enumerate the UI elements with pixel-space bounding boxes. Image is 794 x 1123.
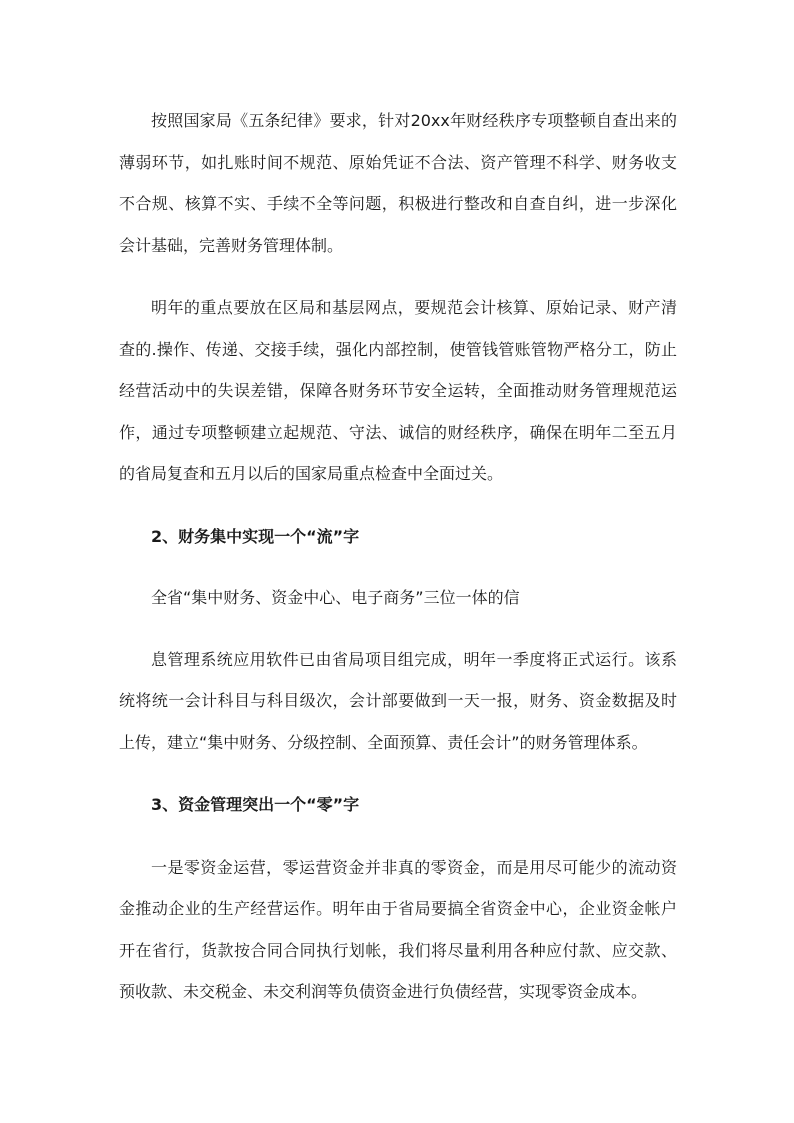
section-heading-fund-management: 3、资金管理突出一个“零”字 — [151, 795, 360, 814]
paragraph-zero-capital-operation: 一是零资金运营，零运营资金并非真的零资金，而是用尽可能少的流动资金推动企业的生产经营运作。明年由于省局要搞全省资金中心，企业资金帐户开在省行，货款按合同合同执行划帐，我们将尽量利用各种应付款、应交款、预收款、未交税金、未交利润等负债资金进行负债经营，实现零资金成本。 — [119, 857, 677, 1001]
paragraph-next-year-focus: 明年的重点要放在区局和基层网点，要规范会计核算、原始记录、财产清查的.操作、传递、交接手续，强化内部控制，使管钱管账管物严格分工，防止经营活动中的失误差错，保障各财务环节安全运转，全面推动财务管理规范运作，通过专项整顿建立起规范、守法、诚信的财经秩序，确保在明年二至五月的省局复查和五月以后的国家局重点检查中全面过关。 — [119, 298, 677, 483]
document-body — [119, 100, 677, 1013]
paragraph-information-system: 息管理系统应用软件已由省局项目组完成，明年一季度将正式运行。该系统将统一会计科目与科目级次，会计部要做到一天一报，财务、资金数据及时上传，建立“集中财务、分级控制、全面预算、责任会计”的财务管理体系。 — [119, 649, 677, 752]
section-heading-centralized-finance: 2、财务集中实现一个“流”字 — [151, 526, 360, 546]
paragraph-discipline-rectification: 按照国家局《五条纪律》要求，针对20xx年财经秩序专项整顿自查出来的薄弱环节，如扎账时间不规范、原始凭证不合法、资产管理不科学、财务收支不合规、核算不实、手续不全等问题，积极进行整改和自查自纠，进一步深化会计基础，完善财务管理体制。 — [119, 111, 677, 255]
paragraph-three-in-one-system: 全省“集中财务、资金中心、电子商务”三位一体的信 — [151, 588, 520, 607]
